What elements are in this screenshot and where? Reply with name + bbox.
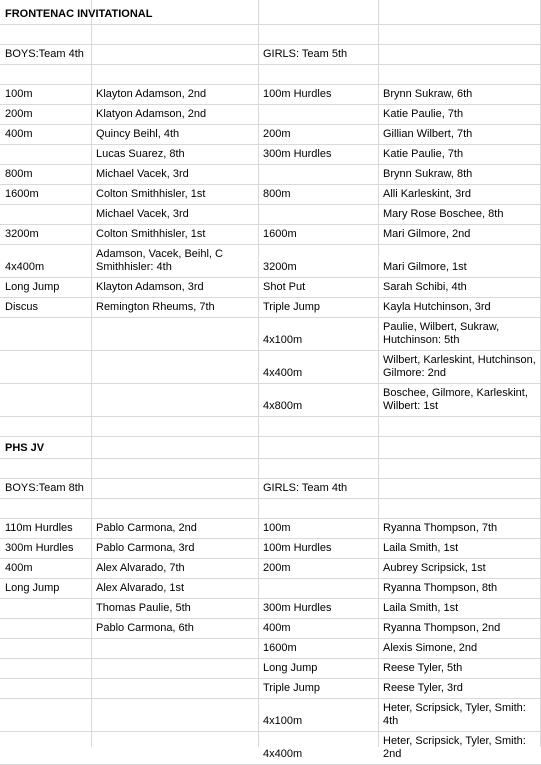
boys-result-cell: Adamson, Vacek, Beihl, C Smithhisler: 4th — [96, 248, 223, 273]
girls-event-cell: 1600m — [263, 642, 297, 654]
boys-result-cell — [91, 639, 258, 658]
boys-event-cell: 3200m — [5, 228, 39, 240]
boys-result-cell: Michael Vacek, 3rd — [96, 168, 189, 180]
sheet-row — [0, 125, 541, 145]
sheet-row — [0, 639, 541, 659]
boys-team-header: BOYS:Team 4th — [5, 48, 84, 60]
boys-event-cell — [0, 659, 91, 678]
boys-result-cell — [91, 699, 258, 731]
girls-result-cell: Paulie, Wilbert, Sukraw, Hutchinson: 5th — [383, 321, 500, 346]
boys-event-cell: 4x400m — [5, 261, 45, 273]
girls-result-cell: Alli Karleskint, 3rd — [383, 188, 472, 200]
boys-result-cell: Lucas Suarez, 8th — [96, 148, 185, 160]
boys-event-cell — [0, 699, 91, 731]
boys-event-cell: 100m — [5, 88, 33, 100]
girls-event-cell: 4x100m — [263, 715, 303, 727]
boys-event-cell — [0, 639, 91, 658]
boys-event-cell — [0, 145, 91, 164]
girls-result-cell: Brynn Sukraw, 8th — [383, 168, 473, 180]
sheet-row — [0, 519, 541, 539]
sheet-row — [0, 225, 541, 245]
boys-team-header: BOYS:Team 8th — [5, 482, 84, 494]
boys-event-cell: Long Jump — [5, 582, 60, 594]
boys-result-cell: Colton Smithhisler, 1st — [96, 188, 206, 200]
sheet-row — [0, 437, 541, 459]
girls-event-cell: Long Jump — [263, 662, 318, 674]
girls-event-cell: 100m Hurdles — [263, 88, 332, 100]
girls-event-cell — [258, 579, 378, 598]
girls-result-cell: Ryanna Thompson, 2nd — [383, 622, 501, 634]
sheet-row — [0, 384, 541, 417]
boys-event-cell: 300m Hurdles — [5, 542, 74, 554]
boys-event-cell: Discus — [5, 301, 39, 313]
boys-event-cell — [0, 318, 91, 350]
girls-event-cell: 4x100m — [263, 334, 303, 346]
girls-result-cell: Alexis Simone, 2nd — [383, 642, 478, 654]
sheet-row — [0, 619, 541, 639]
sheet-row — [0, 579, 541, 599]
girls-event-cell: 400m — [263, 622, 291, 634]
girls-event-cell: 100m — [263, 522, 291, 534]
boys-result-cell — [91, 318, 258, 350]
sheet-row — [0, 699, 541, 732]
girls-event-cell: Triple Jump — [263, 301, 321, 313]
girls-result-cell: Mari Gilmore, 1st — [383, 261, 467, 273]
section-title: FRONTENAC INVITATIONAL — [5, 8, 153, 20]
girls-result-cell: Boschee, Gilmore, Karleskint, Wilbert: 1st — [383, 387, 528, 412]
girls-result-cell: Heter, Scripsick, Tyler, Smith: 4th — [383, 702, 526, 727]
sheet-row — [0, 25, 541, 45]
girls-result-cell: Ryanna Thompson, 7th — [383, 522, 498, 534]
sheet-row — [0, 679, 541, 699]
sheet-row — [0, 45, 541, 65]
boys-result-cell: Pablo Carmona, 2nd — [96, 522, 197, 534]
boys-result-cell: Quincy Beihl, 4th — [96, 128, 180, 140]
girls-result-cell: Katie Paulie, 7th — [383, 108, 464, 120]
girls-event-cell: 800m — [263, 188, 291, 200]
girls-result-cell: Gillian Wilbert, 7th — [383, 128, 473, 140]
boys-result-cell — [91, 732, 258, 764]
sheet-row — [0, 65, 541, 85]
boys-event-cell: 110m Hurdles — [5, 522, 73, 534]
boys-event-cell — [0, 384, 91, 416]
section-title: PHS JV — [5, 442, 45, 454]
girls-event-cell — [258, 165, 378, 184]
sheet-row — [0, 278, 541, 298]
boys-event-cell: Long Jump — [5, 281, 60, 293]
boys-event-cell — [0, 619, 91, 638]
boys-result-cell — [91, 351, 258, 383]
sheet-row — [0, 459, 541, 479]
sheet-row — [0, 417, 541, 437]
boys-event-cell: 800m — [5, 168, 33, 180]
boys-result-cell: Remington Rheums, 7th — [96, 301, 215, 313]
girls-event-cell: 200m — [263, 562, 291, 574]
girls-result-cell: Sarah Schibi, 4th — [383, 281, 467, 293]
boys-result-cell: Pablo Carmona, 6th — [96, 622, 194, 634]
girls-result-cell: Heter, Scripsick, Tyler, Smith: 2nd — [383, 735, 526, 760]
boys-result-cell: Klayton Adamson, 3rd — [96, 281, 204, 293]
boys-result-cell — [91, 384, 258, 416]
boys-event-cell: 1600m — [5, 188, 39, 200]
sheet-row — [0, 659, 541, 679]
boys-event-cell — [0, 351, 91, 383]
sheet-row — [0, 318, 541, 351]
sheet-row — [0, 0, 541, 25]
girls-result-cell: Ryanna Thompson, 8th — [383, 582, 498, 594]
boys-event-cell — [0, 599, 91, 618]
girls-event-cell: 300m Hurdles — [263, 148, 332, 160]
boys-result-cell: Alex Alvarado, 7th — [96, 562, 185, 574]
sheet-row — [0, 499, 541, 519]
sheet-row — [0, 165, 541, 185]
sheet-row — [0, 205, 541, 225]
boys-result-cell: Colton Smithhisler, 1st — [96, 228, 206, 240]
girls-event-cell: 4x800m — [263, 400, 303, 412]
sheet-row — [0, 559, 541, 579]
girls-result-cell: Reese Tyler, 5th — [383, 662, 463, 674]
boys-result-cell: Klatyon Adamson, 2nd — [96, 108, 207, 120]
girls-result-cell: Katie Paulie, 7th — [383, 148, 464, 160]
girls-result-cell: Aubrey Scripsick, 1st — [383, 562, 486, 574]
boys-event-cell: 200m — [5, 108, 33, 120]
boys-result-cell: Pablo Carmona, 3rd — [96, 542, 195, 554]
boys-event-cell: 400m — [5, 562, 33, 574]
girls-result-cell: Laila Smith, 1st — [383, 542, 459, 554]
girls-event-cell — [258, 105, 378, 124]
sheet-row — [0, 298, 541, 318]
boys-result-cell: Klayton Adamson, 2nd — [96, 88, 207, 100]
girls-event-cell: 4x400m — [263, 748, 303, 760]
girls-event-cell: 1600m — [263, 228, 297, 240]
boys-result-cell: Alex Alvarado, 1st — [96, 582, 185, 594]
girls-result-cell: Mari Gilmore, 2nd — [383, 228, 471, 240]
boys-result-cell: Michael Vacek, 3rd — [96, 208, 189, 220]
sheet-row — [0, 351, 541, 384]
girls-event-cell: 4x400m — [263, 367, 303, 379]
boys-event-cell — [0, 205, 91, 224]
girls-result-cell: Kayla Hutchinson, 3rd — [383, 301, 491, 313]
sheet-row — [0, 185, 541, 205]
sheet-row — [0, 539, 541, 559]
sheet-row — [0, 145, 541, 165]
sheet-row — [0, 105, 541, 125]
girls-event-cell: 100m Hurdles — [263, 542, 332, 554]
sheet-row — [0, 732, 541, 765]
sheet-row — [0, 245, 541, 278]
girls-event-cell: 200m — [263, 128, 291, 140]
girls-event-cell: 3200m — [263, 261, 297, 273]
girls-result-cell: Reese Tyler, 3rd — [383, 682, 463, 694]
girls-result-cell: Laila Smith, 1st — [383, 602, 459, 614]
sheet-row — [0, 85, 541, 105]
girls-team-header: GIRLS: Team 4th — [263, 482, 348, 494]
sheet-row — [0, 479, 541, 499]
girls-result-cell: Wilbert, Karleskint, Hutchinson, Gilmore: 2nd — [383, 354, 536, 379]
girls-result-cell: Brynn Sukraw, 6th — [383, 88, 473, 100]
boys-event-cell: 400m — [5, 128, 33, 140]
girls-event-cell: 300m Hurdles — [263, 602, 332, 614]
girls-team-header: GIRLS: Team 5th — [263, 48, 348, 60]
sheet-row — [0, 599, 541, 619]
girls-event-cell: Triple Jump — [263, 682, 321, 694]
girls-event-cell — [258, 205, 378, 224]
boys-result-cell — [91, 659, 258, 678]
boys-result-cell — [91, 679, 258, 698]
girls-event-cell: Shot Put — [263, 281, 306, 293]
boys-result-cell: Thomas Paulie, 5th — [96, 602, 191, 614]
boys-event-cell — [0, 732, 91, 764]
boys-event-cell — [0, 679, 91, 698]
girls-result-cell: Mary Rose Boschee, 8th — [383, 208, 504, 220]
